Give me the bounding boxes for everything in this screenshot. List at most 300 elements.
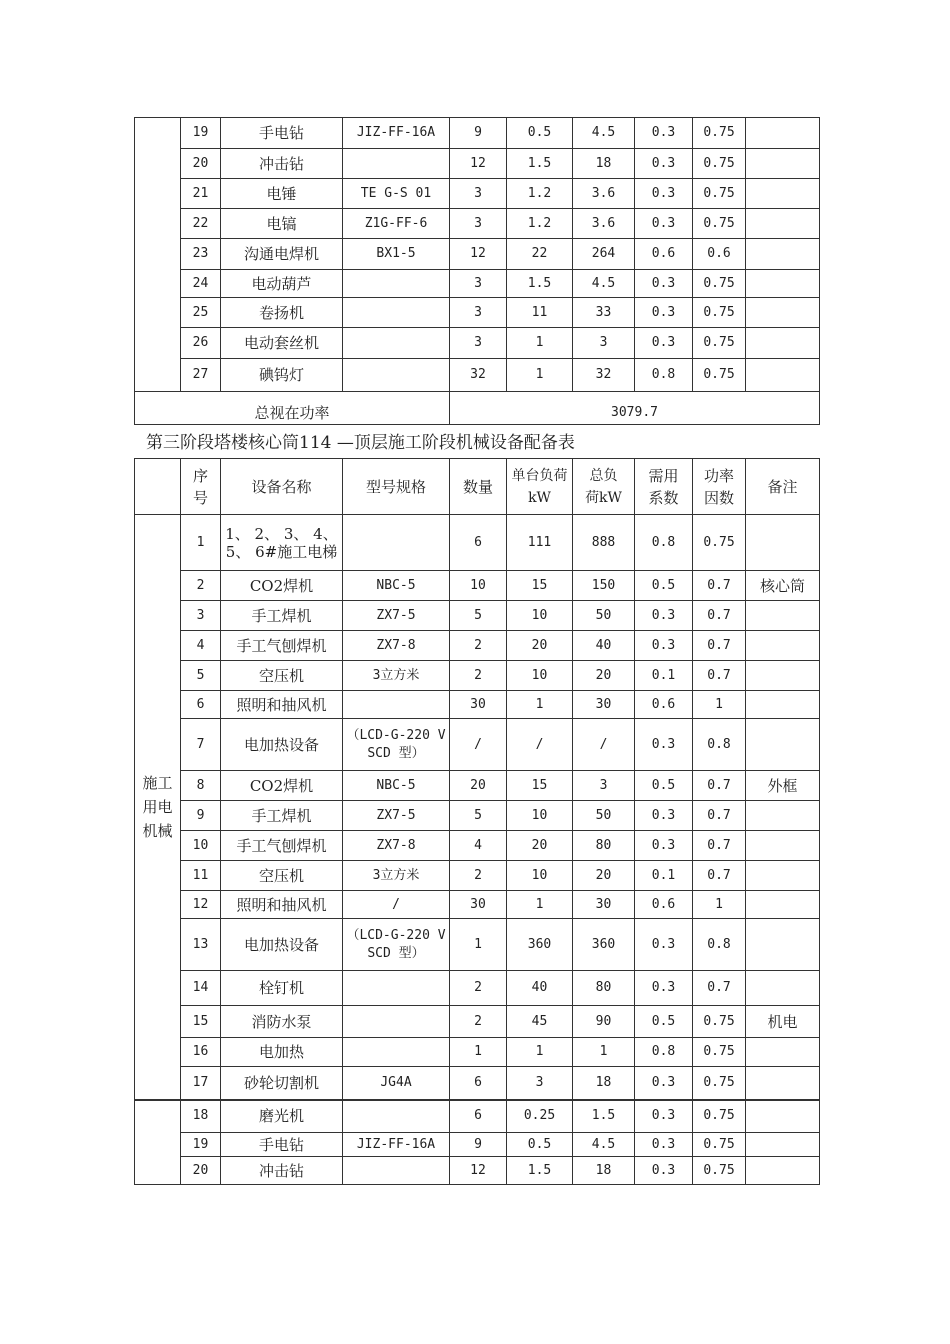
cell-demand-coef: 0.6	[635, 691, 693, 719]
cell-total-load: 1	[573, 1038, 635, 1067]
cell-note	[746, 298, 820, 328]
cell-model: Z1G-FF-6	[343, 209, 450, 239]
cell-unit-load: 360	[507, 919, 573, 971]
cell-power-factor: 0.75	[693, 118, 746, 149]
cell-no: 12	[181, 891, 221, 919]
cell-name: 手工焊机	[221, 801, 343, 831]
cell-model: JIZ-FF-16A	[343, 118, 450, 149]
cell-total-load: 50	[573, 601, 635, 631]
cell-model: NBC-5	[343, 771, 450, 801]
table-caption: 第三阶段塔楼核心筒114 —顶层施工阶段机械设备配备表	[146, 433, 575, 453]
cell-no: 1	[181, 515, 221, 571]
cell-name: 手工焊机	[221, 601, 343, 631]
cell-total-load: 888	[573, 515, 635, 571]
cell-power-factor: 0.8	[693, 719, 746, 771]
cell-demand-coef: 0.3	[635, 328, 693, 359]
table-row	[135, 1157, 820, 1185]
cell-total-load: 30	[573, 691, 635, 719]
cell-demand-coef: 0.8	[635, 1038, 693, 1067]
cell-unit-load: 22	[507, 239, 573, 270]
table-body	[135, 118, 820, 425]
cell-note	[746, 1038, 820, 1067]
cell-qty: 12	[450, 239, 507, 270]
cell-model: /	[343, 891, 450, 919]
cell-model	[343, 328, 450, 359]
cell-power-factor: 0.75	[693, 1157, 746, 1185]
table-row	[135, 861, 820, 891]
cell-qty: 6	[450, 1067, 507, 1100]
equipment-table-continued	[134, 117, 820, 425]
cell-unit-load: 3	[507, 1067, 573, 1100]
header-total-load: 总负荷kW	[573, 459, 635, 515]
header-unit-load: 单台负荷kW	[507, 459, 573, 515]
table-row	[135, 691, 820, 719]
equipment-table-stage3	[134, 458, 820, 1185]
cell-demand-coef: 0.3	[635, 1100, 693, 1133]
cell-note	[746, 631, 820, 661]
cell-power-factor: 1	[693, 891, 746, 919]
cell-name: 冲击钻	[221, 1157, 343, 1185]
cell-no: 9	[181, 801, 221, 831]
header-demand-coef: 需用系数	[635, 459, 693, 515]
cell-demand-coef: 0.5	[635, 771, 693, 801]
table-row	[135, 149, 820, 179]
cell-name: 1、 2、 3、 4、 5、 6#施工电梯	[221, 515, 343, 571]
cell-no: 14	[181, 971, 221, 1006]
cell-unit-load: 1.5	[507, 270, 573, 298]
group-label: 施工用电机械	[135, 515, 181, 1100]
cell-unit-load: /	[507, 719, 573, 771]
cell-note	[746, 971, 820, 1006]
cell-model	[343, 149, 450, 179]
cell-name: 栓钉机	[221, 971, 343, 1006]
cell-demand-coef: 0.6	[635, 239, 693, 270]
cell-total-load: 18	[573, 1067, 635, 1100]
cell-note	[746, 179, 820, 209]
cell-qty: 4	[450, 831, 507, 861]
cell-unit-load: 20	[507, 631, 573, 661]
cell-model: ZX7-8	[343, 831, 450, 861]
table-row	[135, 1006, 820, 1038]
table-row	[135, 571, 820, 601]
summary-row	[135, 392, 820, 425]
cell-name: 电加热	[221, 1038, 343, 1067]
cell-demand-coef: 0.8	[635, 515, 693, 571]
table-row	[135, 971, 820, 1006]
cell-no: 16	[181, 1038, 221, 1067]
cell-no: 7	[181, 719, 221, 771]
table-row	[135, 1100, 820, 1133]
cell-unit-load: 0.25	[507, 1100, 573, 1133]
cell-total-load: 3.6	[573, 209, 635, 239]
header-model: 型号规格	[343, 459, 450, 515]
cell-qty: 10	[450, 571, 507, 601]
cell-demand-coef: 0.3	[635, 270, 693, 298]
cell-qty: 12	[450, 149, 507, 179]
summary-label: 总视在功率	[135, 392, 450, 425]
table-body	[135, 515, 820, 1185]
cell-note	[746, 861, 820, 891]
cell-unit-load: 0.5	[507, 118, 573, 149]
table-row	[135, 661, 820, 691]
cell-demand-coef: 0.1	[635, 661, 693, 691]
cell-no: 27	[181, 359, 221, 392]
cell-model: 3立方米	[343, 861, 450, 891]
cell-no: 4	[181, 631, 221, 661]
cell-demand-coef: 0.3	[635, 631, 693, 661]
cell-name: 砂轮切割机	[221, 1067, 343, 1100]
cell-name: CO2焊机	[221, 771, 343, 801]
cell-no: 15	[181, 1006, 221, 1038]
table-row	[135, 601, 820, 631]
cell-unit-load: 0.5	[507, 1133, 573, 1157]
cell-qty: 6	[450, 1100, 507, 1133]
cell-demand-coef: 0.3	[635, 1067, 693, 1100]
cell-name: 空压机	[221, 661, 343, 691]
cell-qty: 1	[450, 919, 507, 971]
cell-name: 消防水泵	[221, 1006, 343, 1038]
cell-name: 手电钻	[221, 1133, 343, 1157]
cell-no: 23	[181, 239, 221, 270]
cell-demand-coef: 0.3	[635, 1133, 693, 1157]
cell-note	[746, 1157, 820, 1185]
cell-note	[746, 359, 820, 392]
cell-no: 25	[181, 298, 221, 328]
table-row	[135, 118, 820, 149]
cell-no: 22	[181, 209, 221, 239]
cell-total-load: 18	[573, 1157, 635, 1185]
cell-note	[746, 919, 820, 971]
table-row	[135, 831, 820, 861]
cell-power-factor: 0.7	[693, 831, 746, 861]
cell-model: 3立方米	[343, 661, 450, 691]
cell-total-load: 40	[573, 631, 635, 661]
cell-name: 照明和抽风机	[221, 691, 343, 719]
cell-unit-load: 1	[507, 328, 573, 359]
cell-no: 13	[181, 919, 221, 971]
cell-no: 24	[181, 270, 221, 298]
cell-power-factor: 0.75	[693, 270, 746, 298]
cell-total-load: 80	[573, 971, 635, 1006]
cell-note	[746, 719, 820, 771]
cell-power-factor: 0.7	[693, 661, 746, 691]
cell-note	[746, 691, 820, 719]
group-cell	[135, 118, 181, 392]
cell-total-load: 264	[573, 239, 635, 270]
cell-power-factor: 0.8	[693, 919, 746, 971]
cell-unit-load: 11	[507, 298, 573, 328]
cell-qty: 30	[450, 691, 507, 719]
summary-value: 3079.7	[450, 392, 820, 425]
cell-model: BX1-5	[343, 239, 450, 270]
cell-no: 19	[181, 1133, 221, 1157]
cell-name: 电加热设备	[221, 919, 343, 971]
header-no: 序号	[181, 459, 221, 515]
cell-name: 沟通电焊机	[221, 239, 343, 270]
cell-no: 21	[181, 179, 221, 209]
cell-unit-load: 1	[507, 359, 573, 392]
cell-qty: 32	[450, 359, 507, 392]
cell-model	[343, 1100, 450, 1133]
table-row	[135, 719, 820, 771]
cell-qty: 2	[450, 631, 507, 661]
cell-unit-load: 1	[507, 1038, 573, 1067]
cell-no: 17	[181, 1067, 221, 1100]
table-row	[135, 631, 820, 661]
cell-no: 20	[181, 1157, 221, 1185]
cell-note	[746, 661, 820, 691]
cell-power-factor: 0.7	[693, 631, 746, 661]
cell-model	[343, 359, 450, 392]
cell-demand-coef: 0.3	[635, 209, 693, 239]
table-row	[135, 771, 820, 801]
cell-power-factor: 0.75	[693, 1133, 746, 1157]
cell-demand-coef: 0.5	[635, 1006, 693, 1038]
table-row	[135, 239, 820, 270]
cell-demand-coef: 0.8	[635, 359, 693, 392]
cell-demand-coef: 0.1	[635, 861, 693, 891]
cell-name: 电锤	[221, 179, 343, 209]
cell-no: 19	[181, 118, 221, 149]
cell-power-factor: 0.75	[693, 209, 746, 239]
cell-demand-coef: 0.3	[635, 1157, 693, 1185]
cell-name: 卷扬机	[221, 298, 343, 328]
cell-model: TE G-S 01	[343, 179, 450, 209]
cell-total-load: 30	[573, 891, 635, 919]
header-note: 备注	[746, 459, 820, 515]
cell-power-factor: 1	[693, 691, 746, 719]
cell-power-factor: 0.75	[693, 359, 746, 392]
cell-power-factor: 0.7	[693, 571, 746, 601]
cell-qty: 12	[450, 1157, 507, 1185]
cell-total-load: 3	[573, 771, 635, 801]
cell-total-load: 4.5	[573, 118, 635, 149]
table-header-row	[135, 459, 820, 515]
cell-total-load: 18	[573, 149, 635, 179]
cell-model: JG4A	[343, 1067, 450, 1100]
cell-total-load: 50	[573, 801, 635, 831]
cell-unit-load: 15	[507, 571, 573, 601]
cell-model	[343, 515, 450, 571]
cell-total-load: 150	[573, 571, 635, 601]
cell-model	[343, 1157, 450, 1185]
cell-power-factor: 0.6	[693, 239, 746, 270]
cell-power-factor: 0.7	[693, 771, 746, 801]
cell-model: ZX7-5	[343, 601, 450, 631]
table-row	[135, 1067, 820, 1100]
cell-note	[746, 801, 820, 831]
cell-name: 电动套丝机	[221, 328, 343, 359]
cell-no: 3	[181, 601, 221, 631]
cell-no: 2	[181, 571, 221, 601]
cell-model: ZX7-5	[343, 801, 450, 831]
cell-power-factor: 0.75	[693, 149, 746, 179]
cell-note	[746, 601, 820, 631]
cell-unit-load: 10	[507, 601, 573, 631]
cell-model: （LCD-G-220 V SCD 型）	[343, 919, 450, 971]
table-row	[135, 1038, 820, 1067]
table-row	[135, 209, 820, 239]
cell-note	[746, 1100, 820, 1133]
table-row	[135, 515, 820, 571]
cell-no: 11	[181, 861, 221, 891]
cell-unit-load: 1.2	[507, 179, 573, 209]
cell-no: 18	[181, 1100, 221, 1133]
cell-qty: 2	[450, 661, 507, 691]
cell-power-factor: 0.75	[693, 1006, 746, 1038]
cell-total-load: 3	[573, 328, 635, 359]
cell-total-load: 90	[573, 1006, 635, 1038]
cell-demand-coef: 0.3	[635, 719, 693, 771]
cell-note: 核心筒	[746, 571, 820, 601]
cell-name: 空压机	[221, 861, 343, 891]
header-power-factor: 功率因数	[693, 459, 746, 515]
table-row	[135, 801, 820, 831]
group-cell	[135, 1100, 181, 1185]
cell-qty: 3	[450, 270, 507, 298]
cell-power-factor: 0.75	[693, 328, 746, 359]
cell-no: 6	[181, 691, 221, 719]
cell-qty: 20	[450, 771, 507, 801]
table-row	[135, 270, 820, 298]
cell-note	[746, 891, 820, 919]
cell-qty: 30	[450, 891, 507, 919]
cell-note	[746, 1133, 820, 1157]
table-row	[135, 179, 820, 209]
header-group	[135, 459, 181, 515]
cell-qty: /	[450, 719, 507, 771]
cell-qty: 2	[450, 861, 507, 891]
cell-name: 电动葫芦	[221, 270, 343, 298]
cell-no: 26	[181, 328, 221, 359]
cell-unit-load: 15	[507, 771, 573, 801]
cell-qty: 3	[450, 209, 507, 239]
cell-demand-coef: 0.6	[635, 891, 693, 919]
header-name: 设备名称	[221, 459, 343, 515]
cell-note	[746, 239, 820, 270]
cell-name: 磨光机	[221, 1100, 343, 1133]
cell-demand-coef: 0.5	[635, 571, 693, 601]
cell-demand-coef: 0.3	[635, 831, 693, 861]
cell-unit-load: 40	[507, 971, 573, 1006]
cell-qty: 2	[450, 971, 507, 1006]
cell-note	[746, 515, 820, 571]
cell-qty: 5	[450, 801, 507, 831]
cell-total-load: 20	[573, 861, 635, 891]
cell-unit-load: 20	[507, 831, 573, 861]
cell-note: 机电	[746, 1006, 820, 1038]
table-row	[135, 328, 820, 359]
cell-qty: 3	[450, 298, 507, 328]
cell-unit-load: 1.2	[507, 209, 573, 239]
cell-model	[343, 298, 450, 328]
cell-model	[343, 1038, 450, 1067]
cell-note	[746, 270, 820, 298]
cell-no: 20	[181, 149, 221, 179]
table-row	[135, 1133, 820, 1157]
cell-power-factor: 0.75	[693, 1038, 746, 1067]
cell-name: 照明和抽风机	[221, 891, 343, 919]
cell-total-load: 3.6	[573, 179, 635, 209]
cell-model: （LCD-G-220 V SCD 型）	[343, 719, 450, 771]
cell-name: 手电钻	[221, 118, 343, 149]
cell-demand-coef: 0.3	[635, 179, 693, 209]
cell-name: 手工气刨焊机	[221, 631, 343, 661]
cell-no: 8	[181, 771, 221, 801]
cell-model: ZX7-8	[343, 631, 450, 661]
cell-no: 10	[181, 831, 221, 861]
cell-note	[746, 831, 820, 861]
cell-unit-load: 111	[507, 515, 573, 571]
cell-name: 碘钨灯	[221, 359, 343, 392]
cell-unit-load: 10	[507, 861, 573, 891]
cell-name: 手工气刨焊机	[221, 831, 343, 861]
cell-demand-coef: 0.3	[635, 149, 693, 179]
cell-qty: 1	[450, 1038, 507, 1067]
cell-model	[343, 1006, 450, 1038]
cell-unit-load: 10	[507, 661, 573, 691]
cell-name: 冲击钻	[221, 149, 343, 179]
cell-power-factor: 0.75	[693, 298, 746, 328]
cell-note	[746, 1067, 820, 1100]
cell-qty: 5	[450, 601, 507, 631]
cell-power-factor: 0.75	[693, 179, 746, 209]
cell-model	[343, 971, 450, 1006]
cell-note	[746, 328, 820, 359]
cell-power-factor: 0.7	[693, 861, 746, 891]
table-row	[135, 359, 820, 392]
cell-total-load: 1.5	[573, 1100, 635, 1133]
cell-total-load: 4.5	[573, 270, 635, 298]
cell-unit-load: 45	[507, 1006, 573, 1038]
cell-total-load: 20	[573, 661, 635, 691]
cell-qty: 6	[450, 515, 507, 571]
cell-power-factor: 0.75	[693, 1067, 746, 1100]
cell-total-load: 360	[573, 919, 635, 971]
cell-demand-coef: 0.3	[635, 919, 693, 971]
table-row	[135, 891, 820, 919]
cell-model: NBC-5	[343, 571, 450, 601]
cell-power-factor: 0.75	[693, 515, 746, 571]
cell-unit-load: 1	[507, 691, 573, 719]
cell-note	[746, 118, 820, 149]
cell-no: 5	[181, 661, 221, 691]
cell-demand-coef: 0.3	[635, 971, 693, 1006]
cell-power-factor: 0.75	[693, 1100, 746, 1133]
cell-demand-coef: 0.3	[635, 601, 693, 631]
header-qty: 数量	[450, 459, 507, 515]
cell-unit-load: 1.5	[507, 1157, 573, 1185]
cell-qty: 9	[450, 1133, 507, 1157]
cell-total-load: 4.5	[573, 1133, 635, 1157]
cell-demand-coef: 0.3	[635, 801, 693, 831]
cell-total-load: /	[573, 719, 635, 771]
cell-model	[343, 270, 450, 298]
cell-total-load: 32	[573, 359, 635, 392]
cell-unit-load: 1	[507, 891, 573, 919]
cell-demand-coef: 0.3	[635, 298, 693, 328]
cell-note	[746, 149, 820, 179]
cell-power-factor: 0.7	[693, 801, 746, 831]
cell-name: CO2焊机	[221, 571, 343, 601]
cell-demand-coef: 0.3	[635, 118, 693, 149]
cell-name: 电镐	[221, 209, 343, 239]
cell-model	[343, 691, 450, 719]
cell-name: 电加热设备	[221, 719, 343, 771]
cell-total-load: 33	[573, 298, 635, 328]
cell-model: JIZ-FF-16A	[343, 1133, 450, 1157]
table-row	[135, 919, 820, 971]
